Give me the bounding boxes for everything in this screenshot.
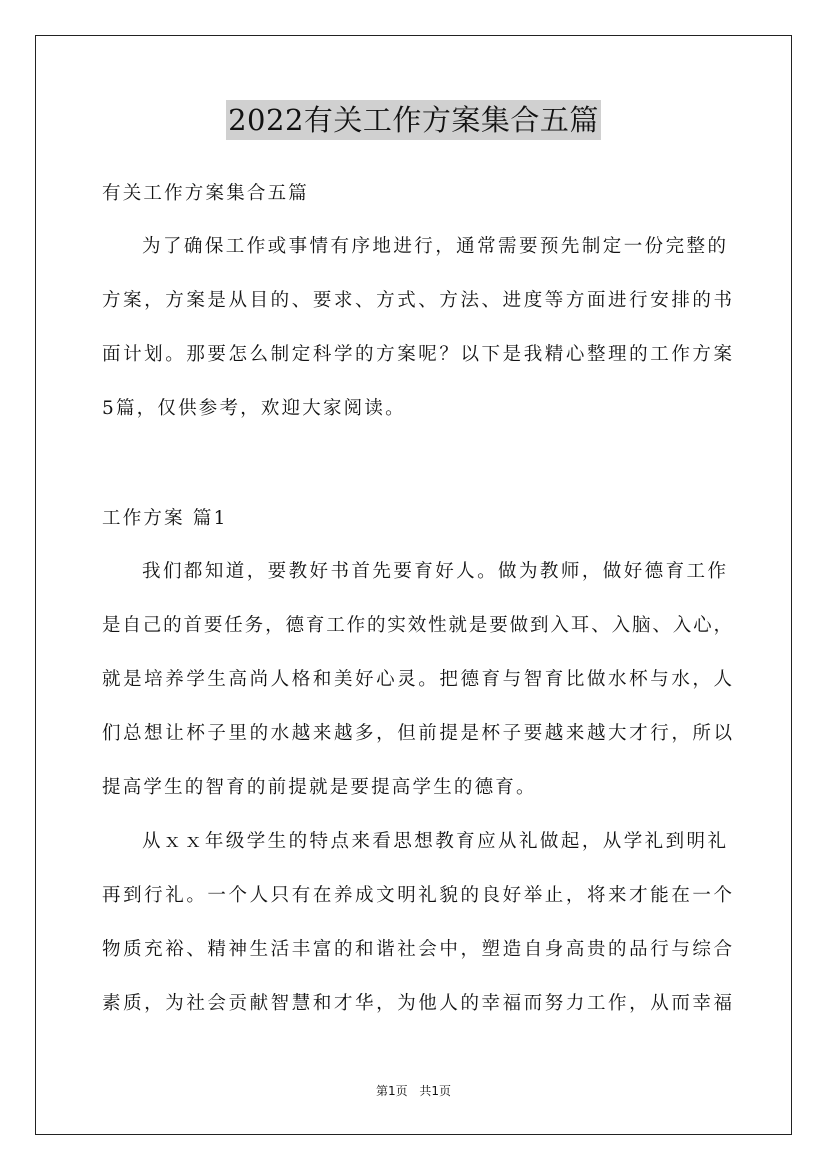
- para2-line-4: 素质，为社会贡献智慧和才华，为他人的幸福而努力工作，从而幸福: [102, 993, 732, 1014]
- para1-line-1: 我们都知道，要教好书首先要育好人。做为教师，做好德育工作: [142, 561, 726, 582]
- para2-line-1: 从ｘｘ年级学生的特点来看思想教育应从礼做起，从学礼到明礼: [142, 831, 726, 852]
- intro-line-1: 为了确保工作或事情有序地进行，通常需要预先制定一份完整的: [142, 236, 726, 257]
- intro-line-4: 5篇，仅供参考，欢迎大家阅读。: [102, 398, 406, 419]
- para2-line-3: 物质充裕、精神生活丰富的和谐社会中，塑造自身高贵的品行与综合: [102, 939, 732, 960]
- document-title: 2022有关工作方案集合五篇: [226, 100, 601, 140]
- title-wrap: [0, 100, 827, 140]
- page-footer: [0, 1082, 827, 1099]
- document-subtitle: 有关工作方案集合五篇: [102, 183, 310, 204]
- para1-line-3: 就是培养学生高尚人格和美好心灵。把德育与智育比做水杯与水，人: [102, 669, 732, 690]
- para1-line-2: 是自己的首要任务，德育工作的实效性就是要做到入耳、入脑、入心，: [102, 615, 732, 636]
- para1-line-5: 提高学生的智育的前提就是要提高学生的德育。: [102, 777, 537, 798]
- intro-line-3: 面计划。那要怎么制定科学的方案呢？以下是我精心整理的工作方案: [102, 344, 732, 365]
- para1-line-4: 们总想让杯子里的水越来越多，但前提是杯子要越来越大才行，所以: [102, 723, 732, 744]
- section-heading: 工作方案 篇1: [102, 508, 228, 529]
- page-number: 第1页: [375, 1084, 408, 1098]
- intro-line-2: 方案，方案是从目的、要求、方式、方法、进度等方面进行安排的书: [102, 290, 732, 311]
- page-total: 共1页: [419, 1084, 452, 1098]
- para2-line-2: 再到行礼。一个人只有在养成文明礼貌的良好举止，将来才能在一个: [102, 885, 732, 906]
